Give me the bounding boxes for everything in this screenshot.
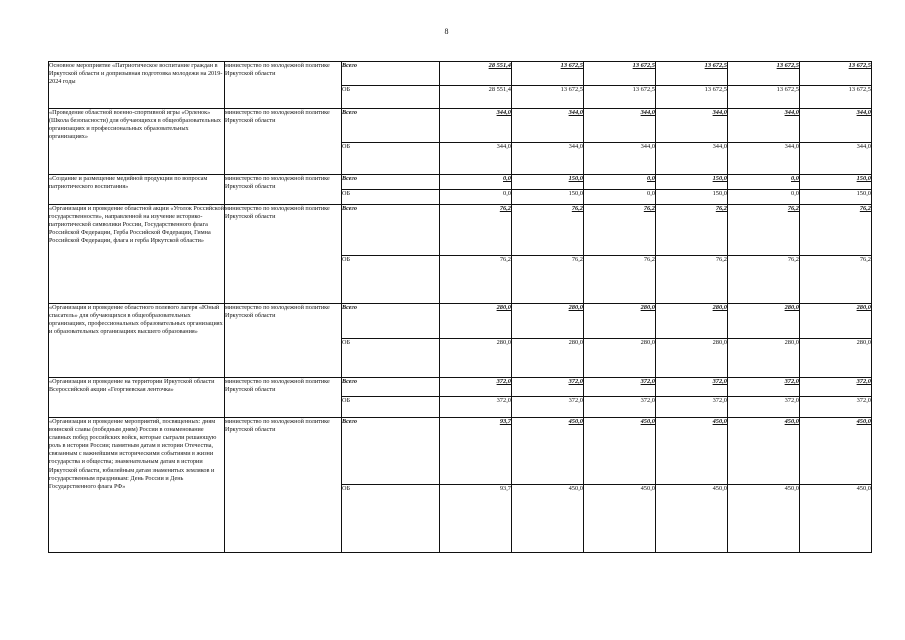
amount-regional: 13 672,5 <box>656 86 728 109</box>
amount-regional: 450,0 <box>512 485 584 553</box>
amount-total: 344,0 <box>584 109 656 143</box>
amount-regional: 76,2 <box>800 256 872 304</box>
amount-total: 450,0 <box>656 418 728 485</box>
amount-total: 150,0 <box>512 175 584 190</box>
amount-regional: 0,0 <box>728 190 800 205</box>
table-row <box>49 304 872 339</box>
source-label-total: Всего <box>342 418 440 485</box>
amount-regional: 280,0 <box>440 339 512 378</box>
amount-regional: 344,0 <box>440 143 512 175</box>
table-row <box>49 418 872 485</box>
amount-total: 76,2 <box>728 205 800 256</box>
amount-regional: 372,0 <box>800 397 872 418</box>
amount-total: 13 672,5 <box>800 62 872 86</box>
source-label-regional: ОБ <box>342 339 440 378</box>
amount-total: 13 672,5 <box>728 62 800 86</box>
table-row <box>49 62 872 86</box>
amount-regional: 280,0 <box>656 339 728 378</box>
amount-total: 372,0 <box>440 378 512 397</box>
amount-total: 280,0 <box>728 304 800 339</box>
activity-name: «Проведение областной военно-спортивной игры «Орленок» (Школа безопасности) для обучающихся в общеобразовательных организациях и профессиональных образовательных организациях» <box>49 109 225 175</box>
amount-regional: 76,2 <box>584 256 656 304</box>
amount-regional: 280,0 <box>800 339 872 378</box>
amount-total: 13 672,5 <box>656 62 728 86</box>
amount-total: 76,2 <box>440 205 512 256</box>
amount-regional: 450,0 <box>656 485 728 553</box>
source-label-regional: ОБ <box>342 256 440 304</box>
amount-total: 450,0 <box>584 418 656 485</box>
amount-total: 344,0 <box>800 109 872 143</box>
amount-total: 372,0 <box>656 378 728 397</box>
amount-regional: 0,0 <box>440 190 512 205</box>
amount-total: 150,0 <box>656 175 728 190</box>
amount-total: 280,0 <box>800 304 872 339</box>
amount-total: 150,0 <box>800 175 872 190</box>
amount-regional: 450,0 <box>800 485 872 553</box>
source-label-regional: ОБ <box>342 485 440 553</box>
responsible-executor: министерство по молодежной политике Иркутской области <box>225 418 342 553</box>
source-label-total: Всего <box>342 304 440 339</box>
amount-regional: 28 551,4 <box>440 86 512 109</box>
program-table <box>48 61 872 553</box>
amount-total: 450,0 <box>728 418 800 485</box>
amount-total: 344,0 <box>656 109 728 143</box>
amount-regional: 344,0 <box>800 143 872 175</box>
amount-total: 372,0 <box>584 378 656 397</box>
amount-regional: 76,2 <box>728 256 800 304</box>
amount-regional: 280,0 <box>728 339 800 378</box>
amount-regional: 372,0 <box>512 397 584 418</box>
amount-total: 372,0 <box>800 378 872 397</box>
source-label-regional: ОБ <box>342 86 440 109</box>
amount-total: 0,0 <box>440 175 512 190</box>
amount-total: 76,2 <box>800 205 872 256</box>
source-label-total: Всего <box>342 205 440 256</box>
amount-regional: 150,0 <box>656 190 728 205</box>
amount-regional: 13 672,5 <box>728 86 800 109</box>
amount-regional: 450,0 <box>728 485 800 553</box>
amount-total: 76,2 <box>584 205 656 256</box>
amount-regional: 13 672,5 <box>512 86 584 109</box>
amount-regional: 13 672,5 <box>584 86 656 109</box>
source-label-regional: ОБ <box>342 397 440 418</box>
source-label-total: Всего <box>342 378 440 397</box>
amount-regional: 150,0 <box>512 190 584 205</box>
amount-total: 93,7 <box>440 418 512 485</box>
activity-name: «Организация и проведение на территории Иркутской области Всероссийской акции «Георгиевская ленточка» <box>49 378 225 418</box>
amount-total: 344,0 <box>440 109 512 143</box>
amount-total: 280,0 <box>656 304 728 339</box>
source-label-total: Всего <box>342 62 440 86</box>
amount-regional: 450,0 <box>584 485 656 553</box>
amount-total: 0,0 <box>584 175 656 190</box>
amount-total: 450,0 <box>800 418 872 485</box>
amount-total: 372,0 <box>512 378 584 397</box>
amount-total: 280,0 <box>440 304 512 339</box>
amount-total: 344,0 <box>512 109 584 143</box>
page-number: 8 <box>444 27 449 36</box>
amount-total: 28 551,4 <box>440 62 512 86</box>
amount-regional: 344,0 <box>728 143 800 175</box>
amount-total: 76,2 <box>656 205 728 256</box>
amount-regional: 344,0 <box>584 143 656 175</box>
amount-regional: 372,0 <box>656 397 728 418</box>
source-label-total: Всего <box>342 175 440 190</box>
amount-regional: 93,7 <box>440 485 512 553</box>
amount-regional: 13 672,5 <box>800 86 872 109</box>
amount-total: 372,0 <box>728 378 800 397</box>
table-row <box>49 205 872 256</box>
responsible-executor: министерство по молодежной политике Иркутской области <box>225 109 342 175</box>
amount-total: 280,0 <box>584 304 656 339</box>
amount-regional: 0,0 <box>584 190 656 205</box>
amount-regional: 372,0 <box>584 397 656 418</box>
activity-name: «Создание и размещение медийной продукции по вопросам патриотического воспитания» <box>49 175 225 205</box>
amount-regional: 280,0 <box>584 339 656 378</box>
amount-total: 280,0 <box>512 304 584 339</box>
amount-total: 13 672,5 <box>584 62 656 86</box>
table-row <box>49 378 872 397</box>
responsible-executor: министерство по молодежной политике Иркутской области <box>225 175 342 205</box>
activity-name: «Организация и проведение мероприятий, посвященных: дням воинской славы (победным дням) России в ознаменование славных побед российских войск, которые сыграли решающую роль в истории России; памятным датам в истории Отечества, связанным с важнейшими историческими событиями в жизни государства и общества; знаменательным датам в истории Иркутской области, юбилейным датам знаменитых земляков и государственным праздникам: День России и День Государственного флага РФ» <box>49 418 225 553</box>
responsible-executor: министерство по молодежной политике Иркутской области <box>225 378 342 418</box>
amount-total: 344,0 <box>728 109 800 143</box>
amount-regional: 280,0 <box>512 339 584 378</box>
amount-regional: 344,0 <box>512 143 584 175</box>
source-label-regional: ОБ <box>342 190 440 205</box>
activity-name: «Организация и проведение областного полевого лагеря «Юный спасатель» для обучающихся в общеобразовательных организациях, профессиональных образовательных организациях и образовательных организациях высшего образования» <box>49 304 225 378</box>
amount-regional: 76,2 <box>512 256 584 304</box>
activity-name: Основное мероприятие «Патриотическое воспитание граждан в Иркутской области и допризывная подготовка молодежи на 2019-2024 годы <box>49 62 225 109</box>
amount-total: 450,0 <box>512 418 584 485</box>
table-row <box>49 175 872 190</box>
amount-total: 13 672,5 <box>512 62 584 86</box>
amount-regional: 76,2 <box>656 256 728 304</box>
source-label-total: Всего <box>342 109 440 143</box>
activity-name: «Организация и проведение областной акции «Уголок Российской государственности», направленной на изучение историко-патриотической символики России, Государственного флага Российской Федерации, Герба Российской Федерации, Гимна Российской Федерации, флага и герба Иркутской области» <box>49 205 225 304</box>
amount-total: 76,2 <box>512 205 584 256</box>
amount-regional: 372,0 <box>440 397 512 418</box>
amount-regional: 150,0 <box>800 190 872 205</box>
amount-regional: 76,2 <box>440 256 512 304</box>
table-row <box>49 109 872 143</box>
amount-regional: 372,0 <box>728 397 800 418</box>
amount-regional: 344,0 <box>656 143 728 175</box>
responsible-executor: министерство по молодежной политике Иркутской области <box>225 62 342 109</box>
amount-total: 0,0 <box>728 175 800 190</box>
source-label-regional: ОБ <box>342 143 440 175</box>
responsible-executor: министерство по молодежной политике Иркутской области <box>225 304 342 378</box>
responsible-executor: министерство по молодежной политике Иркутской области <box>225 205 342 304</box>
